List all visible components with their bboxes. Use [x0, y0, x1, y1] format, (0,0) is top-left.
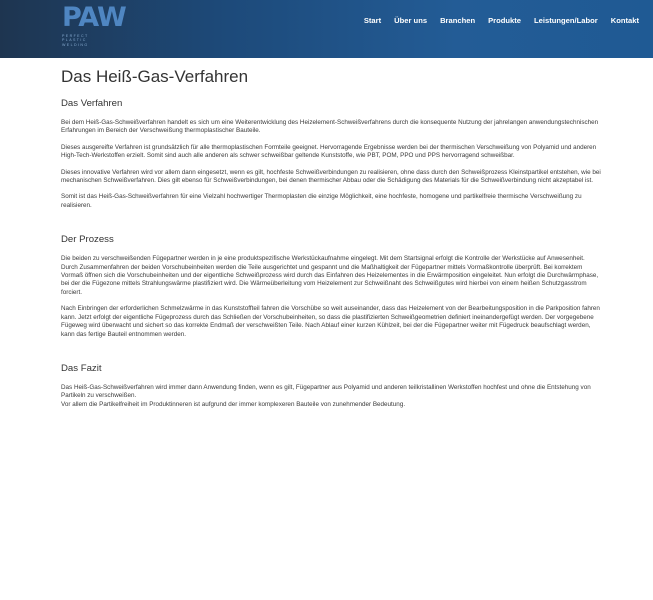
- main-content: [61, 66, 601, 409]
- paragraph: Dieses innovative Verfahren wird vor allem dann eingesetzt, wenn es gilt, hochfeste Schweißverbindungen zu realisieren, ohne dass durch den Schweißprozess Kleinstpartikel entstehen, wie bei mechanischen Schweißverfahren. Dies gilt ebenso für Schweißverbindungen, bei denen thermischer Abbau oder die Schädigung des Materials für die Schweißverbindung nicht akzeptabel ist.: [61, 168, 601, 185]
- section-heading: Das Verfahren: [61, 98, 123, 109]
- nav-item-produkte[interactable]: Produkte: [488, 15, 522, 25]
- nav-item-start[interactable]: Start: [363, 15, 382, 25]
- section-heading: Das Fazit: [61, 362, 102, 374]
- logo-tagline-line: PERFECT: [62, 34, 89, 38]
- nav-item-leistungen-labor[interactable]: Leistungen/Labor: [534, 15, 598, 25]
- section-prozess: [61, 234, 601, 339]
- paragraph: Nach Einbringen der erforderlichen Schmelzwärme in das Kunststoffteil fahren die Vorschübe so weit auseinander, dass das Heizelement von der Bearbeitungsposition in die Parkposition fahren kann. Jetzt erfolgt der eigentliche Fügeprozess durch das Schließen der Vorschubeinheiten, so dass die plastifizierten Schweißgeometrien definiert ineinandergefügt werden. Der vorgegebene Fügeweg wird überwacht und sichert so das korrekte Endmaß der verschweißten Teile. Nach Ablauf einer kurzen Kühlzeit, bei der die Fügepartner weiter mit Fügedruck beaufschlagt werden, kann das fertige Bauteil entnommen werden.: [61, 305, 600, 338]
- paragraph: Bei dem Heiß-Gas-Schweißverfahren handelt es sich um eine Weiterentwicklung des Heizelement-Schweißverfahrens durch die konsequente Nutzung der jahrelangen anwendungstechnischen Erfahrungen im Bereich der Verschweißung thermoplastischer Bauteile.: [61, 119, 599, 135]
- paragraph: Dieses ausgereifte Verfahren ist grundsätzlich für alle thermoplastischen Formteile geeignet. Hervorragende Ergebnisse werden bei der thermischen Verschweißung von Polyamid und anderen High-Tech-Werkstoffen erzielt. Somit sind auch alle anderen als schwer schweißbar geltende Kunststoffe, wie PBT, POM, PPO und PPS hervorragend schweißbar.: [61, 143, 597, 160]
- section-fazit: [61, 363, 601, 409]
- main-nav: [364, 0, 653, 40]
- section-heading: Der Prozess: [61, 234, 114, 246]
- section-verfahren: [61, 98, 601, 210]
- nav-item-branchen[interactable]: Branchen: [440, 15, 476, 25]
- logo-mark: PAW: [62, 2, 126, 33]
- logo-tagline-line: PLASTIC: [62, 38, 87, 43]
- nav-item-ueber-uns[interactable]: Über uns: [394, 15, 428, 25]
- logo-tagline-line: WELDING: [62, 42, 89, 47]
- logo-tagline: [62, 34, 118, 47]
- paragraph: Somit ist das Heiß-Gas-Schweißverfahren für eine Vielzahl hochwertiger Thermoplasten die einzige Möglichkeit, eine hochfeste, homogene und partikelfreie thermische Verschweißung zu realisieren.: [61, 193, 582, 209]
- page-title: Das Heiß-Gas-Verfahren: [61, 67, 249, 86]
- paragraph: Vor allem die Partikelfreiheit im Produktinneren ist aufgrund der immer komplexeren Bauteile von zunehmender Bedeutung.: [61, 400, 406, 408]
- nav-item-kontakt[interactable]: Kontakt: [610, 15, 639, 25]
- paragraph: Das Heiß-Gas-Schweißverfahren wird immer dann Anwendung finden, wenn es gilt, Fügepartner aus Polyamid und anderen teilkristallinen Werkstoffen hochfest und ohne die Entstehung von Partikeln zu verschweißen.: [61, 383, 591, 400]
- site-header: [0, 0, 653, 58]
- logo[interactable]: [62, 2, 126, 47]
- paragraph: Die beiden zu verschweißenden Fügepartner werden in je eine produktspezifische Werkstückaufnahme eingelegt. Mit dem Startsignal erfolgt die Kontrolle der Werkstücke auf Anwesenheit. Durch Zusammenfahren der beiden Vorschubeinheiten werden die Teile ausgerichtet und gespannt und die Maßhaltigkeit der Fügepartner mittels Vormaßkontrolle überprüft. Bei korrektem Vormaß öffnen sich die Vorschubeinheiten und der eigentliche Schweißprozess wird durch das Einfahren des Heizelementes in die Erwärmposition eingeleitet. Nun erfolgt die Durchwärmphase, bei der die Fügezone mittels Strahlungswärme plastifiziert wird. Die Wärmeüberleitung vom Heizelement zur Schweißnaht des Schweißgutes wird hierbei von einem heißen Schutzgasstrom forciert.: [61, 255, 599, 296]
